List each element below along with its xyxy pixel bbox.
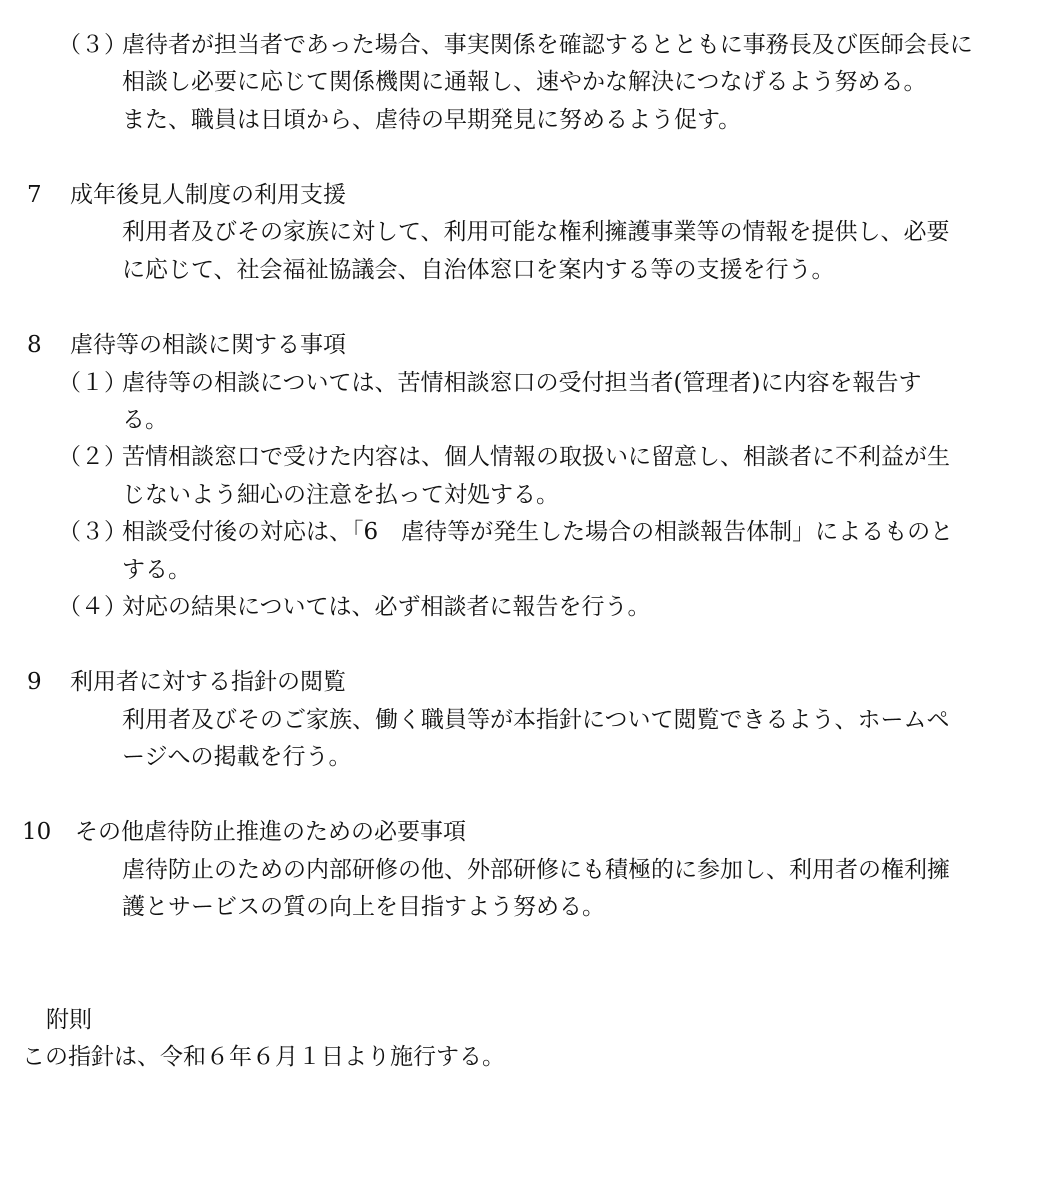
- section-heading: 虐待等の相談に関する事項: [70, 332, 346, 358]
- paragraph-line: 虐待者が担当者であった場合、事実関係を確認するとともに事務長及び医師会長に: [122, 32, 973, 58]
- paragraph-line: 虐待防止のための内部研修の他、外部研修にも積極的に参加し、利用者の権利擁: [122, 857, 950, 883]
- paragraph-line: 苦情相談窓口で受けた内容は、個人情報の取扱いに留意し、相談者に不利益が生: [122, 444, 950, 470]
- paragraph-line: る。: [122, 407, 168, 433]
- supplementary-text: この指針は、令和６年６月１日より施行する。: [22, 1044, 505, 1070]
- paragraph-line: また、職員は日頃から、虐待の早期発見に努めるよう促す。: [122, 107, 742, 133]
- paragraph-line: じないよう細心の注意を払って対処する。: [122, 482, 559, 508]
- supplementary-heading: 附則: [46, 1007, 92, 1033]
- section-heading: 利用者に対する指針の閲覧: [70, 669, 346, 695]
- item-number: （３）: [58, 32, 127, 58]
- paragraph-line: ージへの掲載を行う。: [122, 744, 352, 770]
- item-number: （３）: [58, 519, 127, 545]
- paragraph-line: に応じて、社会福祉協議会、自治体窓口を案内する等の支援を行う。: [122, 257, 835, 283]
- section-heading: その他虐待防止推進のための必要事項: [75, 819, 466, 845]
- section-number: 10: [22, 819, 52, 845]
- paragraph-line: 利用者及びそのご家族、働く職員等が本指針について閲覧できるよう、ホームペ: [122, 707, 950, 733]
- paragraph-line: 護とサービスの質の向上を目指すよう努める。: [122, 894, 605, 920]
- item-number: （２）: [58, 444, 127, 470]
- paragraph-line: する。: [122, 557, 191, 583]
- section-heading: 成年後見人制度の利用支援: [70, 182, 346, 208]
- paragraph-line: 虐待等の相談については、苦情相談窓口の受付担当者(管理者)に内容を報告す: [122, 370, 922, 396]
- section-number: 9: [27, 669, 42, 695]
- section-number: 7: [27, 182, 42, 208]
- paragraph-line: 利用者及びその家族に対して、利用可能な権利擁護事業等の情報を提供し、必要: [122, 219, 950, 245]
- section-number: 8: [27, 332, 42, 358]
- item-number: （１）: [58, 370, 127, 396]
- paragraph-line: 相談し必要に応じて関係機関に通報し、速やかな解決につなげるよう努める。: [122, 69, 927, 95]
- paragraph-line: 相談受付後の対応は、「6 虐待等が発生した場合の相談報告体制」によるものと: [122, 519, 954, 545]
- item-number: （４）: [58, 594, 127, 620]
- paragraph-line: 対応の結果については、必ず相談者に報告を行う。: [122, 594, 651, 620]
